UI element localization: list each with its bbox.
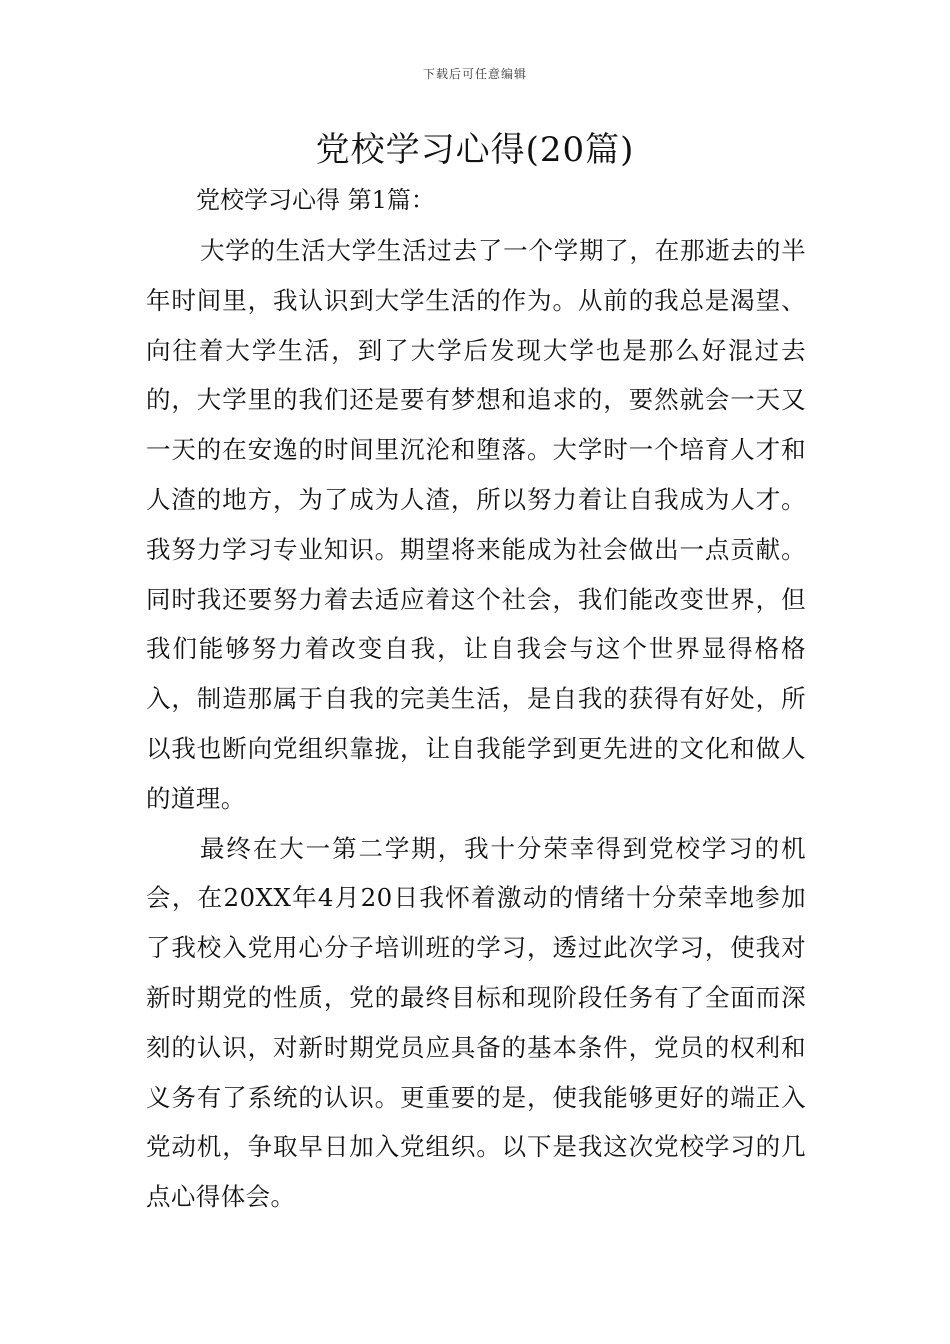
paragraph: 大学的生活大学生活过去了一个学期了，在那逝去的半年时间里，我认识到大学生活的作为。从前的我总是渴望、向往着大学生活，到了大学后发现大学也是那么好混过去的，大学里的我们还是要有梦想和追求的，要然就会一天又一天的在安逸的时间里沉沦和堕落。大学时一个培育人才和人渣的地方，为了成为人渣，所以努力着让自我成为人才。我努力学习专业知识。期望将来能成为社会做出一点贡献。同时我还要努力着去适应着这个社会，我们能改变世界，但我们能够努力着改变自我，让自我会与这个世界显得格格入，制造那属于自我的完美生活，是自我的获得有好处，所以我也断向党组织靠拢，让自我能学到更先进的文化和做人的道理。: [146, 236, 806, 813]
document-body: [146, 226, 806, 1222]
paragraph: 最终在大一第二学期，我十分荣幸得到党校学习的机会，在20XX年4月20日我怀着激动的情绪十分荣幸地参加了我校入党用心分子培训班的学习，透过此次学习，使我对新时期党的性质，党的最终目标和现阶段任务有了全面而深刻的认识，对新时期党员应具备的基本条件，党员的权利和义务有了系统的认识。更重要的是，使我能够更好的端正入党动机，争取早日加入党组织。以下是我这次党校学习的几点心得体会。: [146, 833, 806, 1212]
section-heading: 党校学习心得 第1篇：: [196, 186, 435, 214]
document-title: 党校学习心得(20篇): [315, 130, 635, 170]
header-note: 下载后可任意编辑: [422, 67, 527, 81]
